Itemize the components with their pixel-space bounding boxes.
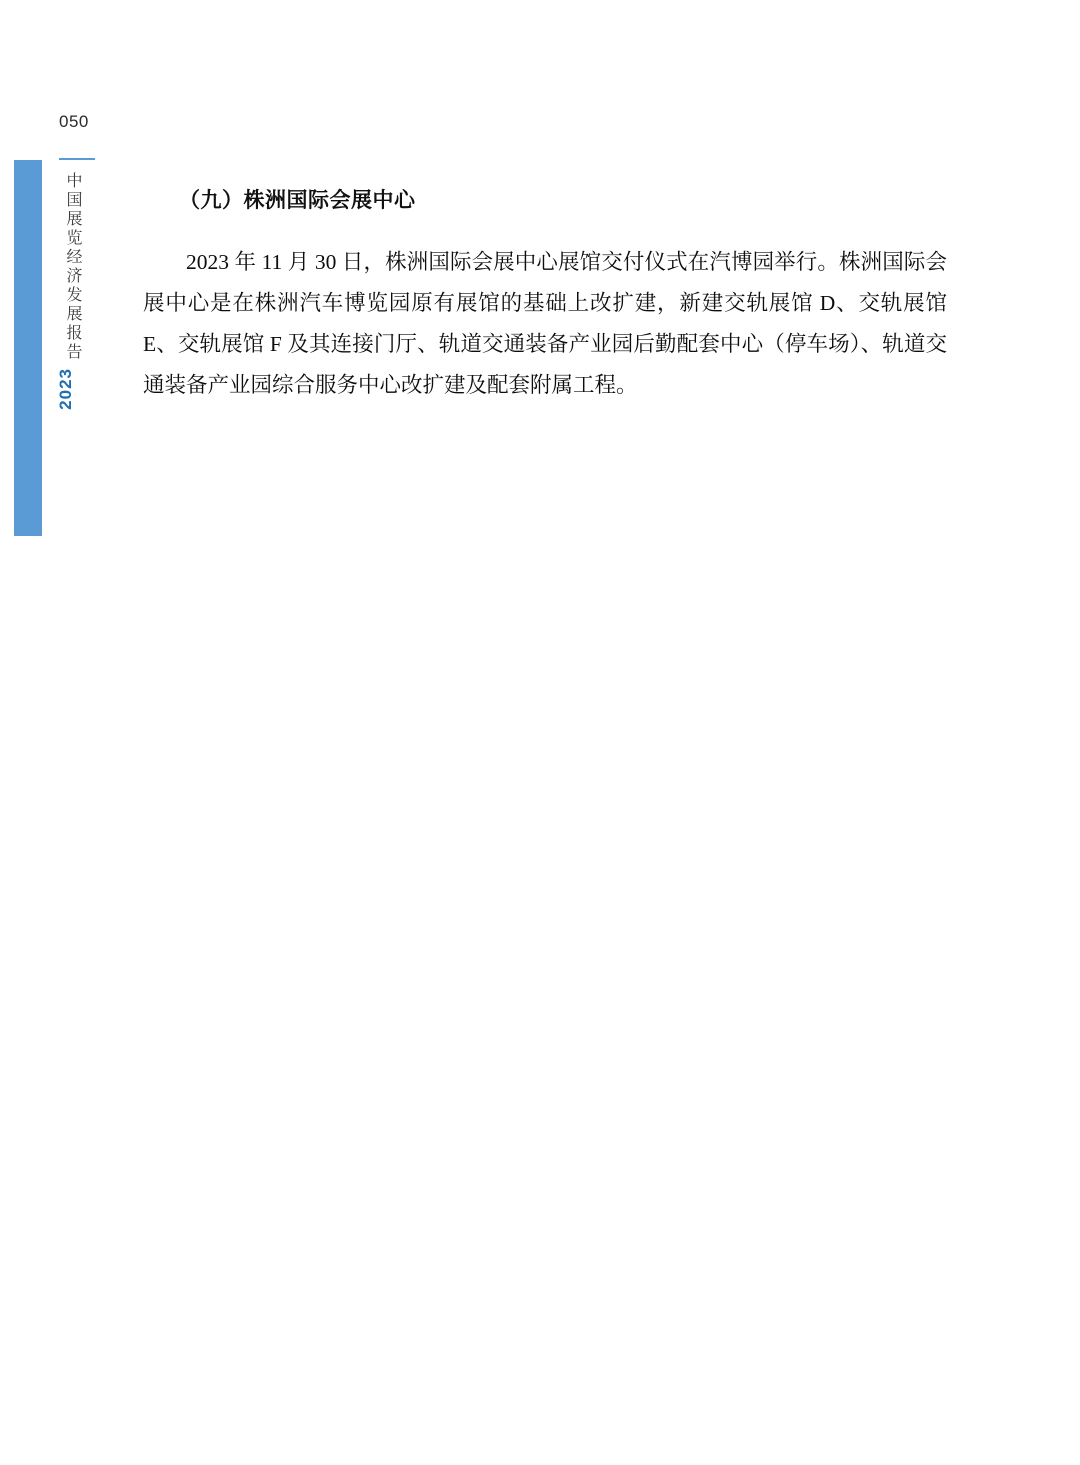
running-title-year: 2023 bbox=[56, 368, 75, 410]
side-accent-bar bbox=[14, 160, 42, 536]
section-heading: （九）株洲国际会展中心 bbox=[179, 189, 416, 212]
side-rule-divider bbox=[59, 158, 95, 160]
page-content bbox=[143, 186, 947, 406]
body-paragraph: 2023 年 11 月 30 日，株洲国际会展中心展馆交付仪式在汽博园举行。株洲国际会展中心是在株洲汽车博览园原有展馆的基础上改扩建，新建交轨展馆 D、交轨展馆 E、交轨展馆 F 及其连接门厅、轨道交通装备产业园后勤配套中心（停车场）、轨道交通装备产业园综合服务中心改扩建及配套附属工程。 bbox=[143, 250, 947, 397]
page-number: 050 bbox=[59, 112, 89, 131]
running-title-vertical: 中国展览经济发展报告 bbox=[64, 172, 81, 362]
